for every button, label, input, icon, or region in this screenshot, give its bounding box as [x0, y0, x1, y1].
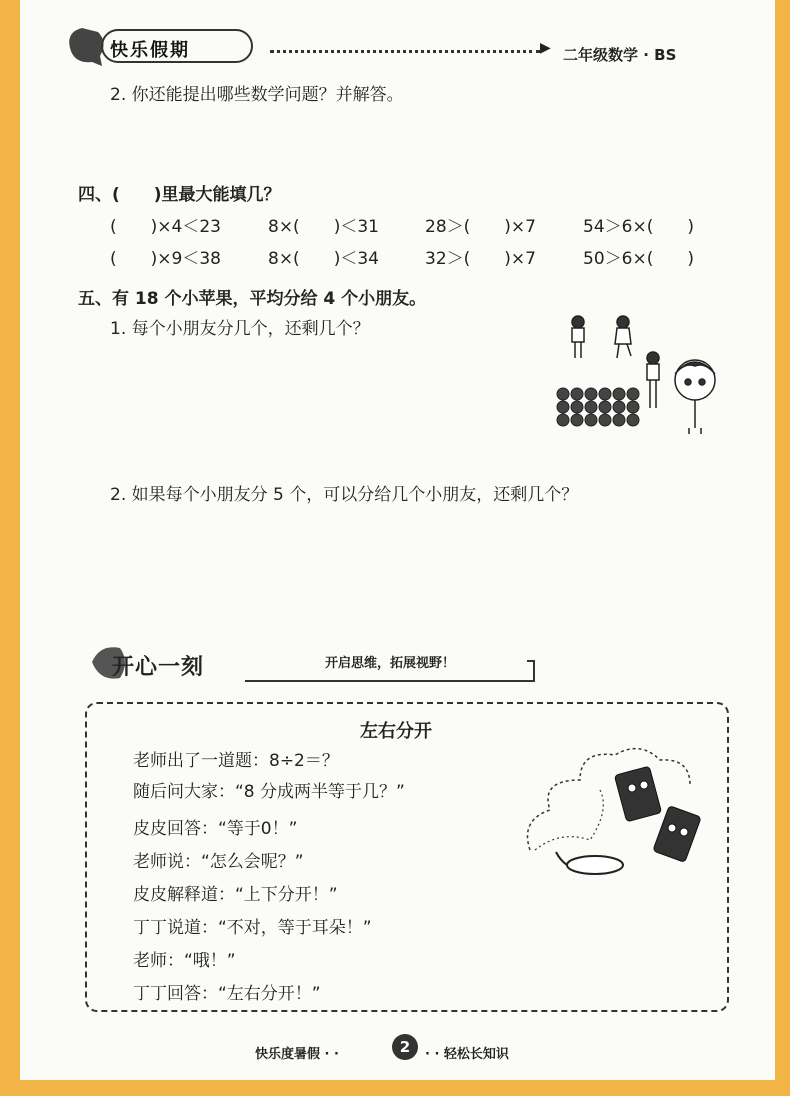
- children-apples-illustration: [555, 310, 725, 440]
- s4-r1-c3: 28＞( )×7: [425, 217, 536, 237]
- joke-line-3: 皮皮回答：“等于0！”: [133, 819, 298, 839]
- header-dotted-line: [270, 50, 540, 53]
- joke-line-5: 皮皮解释道：“上下分开！”: [133, 885, 338, 905]
- child-boy-icon: [572, 316, 584, 358]
- s4-r2-c3: 32＞( )×7: [425, 249, 536, 269]
- genie-lamp-illustration: [520, 740, 715, 880]
- s4-r1-c2: 8×( )＜31: [268, 217, 379, 237]
- lamp-icon: [556, 852, 623, 874]
- joke-line-2: 随后问大家：“8 分成两半等于几？”: [133, 782, 405, 802]
- child-boy-2-icon: [647, 352, 659, 408]
- joke-line-6: 丁丁说道：“不对，等于耳朵！”: [133, 918, 372, 938]
- section-5-title: 五、有 18 个小苹果，平均分给 4 个小朋友。: [78, 289, 427, 309]
- joke-line-7: 老师：“哦！”: [133, 951, 236, 971]
- section-5-q2: 2. 如果每个小朋友分 5 个，可以分给几个小朋友，还剩几个？: [110, 485, 579, 505]
- apple-rows-icon: [557, 388, 639, 426]
- question-2-prompt: 2. 你还能提出哪些数学问题？并解答。: [110, 85, 404, 105]
- joke-line-4: 老师说：“怎么会呢？”: [133, 852, 304, 872]
- footer-right: · · 轻松长知识: [425, 1047, 509, 1062]
- section-5-q1: 1. 每个小朋友分几个，还剩几个？: [110, 319, 370, 339]
- s4-r2-c1: ( )×9＜38: [110, 249, 221, 269]
- s4-r1-c4: 54＞6×( ): [583, 217, 694, 237]
- s4-r2-c2: 8×( )＜34: [268, 249, 379, 269]
- section-4-title: 四、( )里最大能填几？: [78, 185, 281, 205]
- kaixin-divider: [245, 680, 535, 682]
- joke-title: 左右分开: [360, 721, 432, 742]
- header-arrow-icon: ▶: [540, 40, 551, 56]
- child-girl-2-icon: [675, 360, 715, 434]
- genie-character-icon: [614, 766, 701, 862]
- page-number-badge: 2: [392, 1034, 418, 1060]
- kaixin-bracket: [527, 660, 535, 682]
- child-girl-icon: [615, 316, 631, 358]
- header-grade-label: 二年级数学 · BS: [563, 46, 677, 64]
- joke-line-1: 老师出了一道题：8÷2＝？: [133, 751, 339, 771]
- joke-line-8: 丁丁回答：“左右分开！”: [133, 984, 321, 1004]
- header-title: 快乐假期: [110, 40, 190, 61]
- s4-r1-c1: ( )×4＜23: [110, 217, 221, 237]
- s4-r2-c4: 50＞6×( ): [583, 249, 694, 269]
- kaixin-subtitle: 开启思维，拓展视野！: [325, 656, 456, 671]
- footer-left: 快乐度暑假 · ·: [255, 1047, 339, 1062]
- kaixin-title: 开心一刻: [112, 655, 205, 680]
